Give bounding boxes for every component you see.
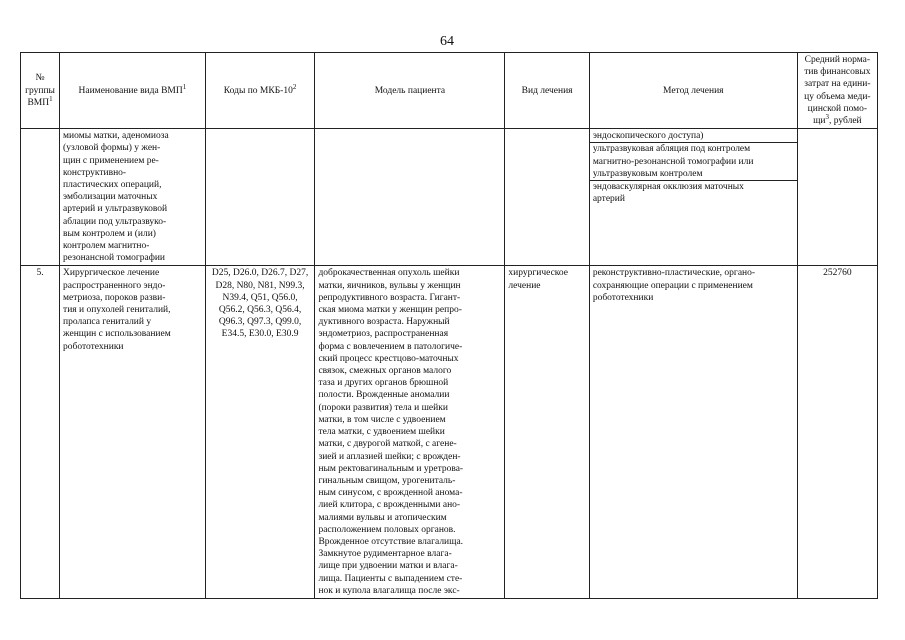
table-header-row <box>21 53 878 129</box>
row5-group-number: 5. <box>21 266 60 599</box>
header-average-cost: Средний норма- тив финансовых затрат на едини- цу объема меди- цинской помо- $щи^3$, рублей <box>797 53 877 129</box>
cont-name-cell: миомы матки, аденомиоза (узловой формы) у жен- щин с применением ре- конструктивно- пластических операций, эмболизации маточных артерий и ультразвуковой аблации под ультразвуко- вым контролем и (или) контролем магнитно- резонансной томографии <box>60 129 206 266</box>
header-patient-model: Модель пациента <box>315 53 505 129</box>
method-entry: эндоскопического доступа) <box>590 130 797 143</box>
cont-group-cell <box>21 129 60 266</box>
row5-method-cell: реконструктивно-пластические, органо- сохраняющие операции с применением робототехники <box>589 266 797 599</box>
header-treatment-type: Вид лечения <box>505 53 589 129</box>
row5-model-cell: доброкачественная опухоль шейки матки, яичников, вульвы у женщин репродуктивного возраста. Гигант- ская миома матки у женщин репро- дуктивного возраста. Наружный эндометриоз, распространенная форма с вовлечением в патологиче- ский процесс крестцово-маточных связок, смежных органов малого таза и других органов брюшной полости. Врожденные аномалии (пороки развития) тела и шейки матки, в том числе с удвоением тела матки, с удвоением шейки матки, с двурогой маткой, с агене- зией и аплазией шейки; с врожден- ным ректовагинальным и уретрова- гинальным свищом, урогениталь- ным синусом, с врожденной анома- лией клитора, с врожденными ано- малиями вульвы и атопическим расположением половых органов. Врожденное отсутствие влагалища. Замкнутое рудиментарное влага- лище при удвоении матки и влага- лища. Пациенты с выпадением сте- нок и купола влагалища после экс- <box>315 266 505 599</box>
row5-treatment-cell: хирургическое лечение <box>505 266 589 599</box>
header-treatment-method: Метод лечения <box>589 53 797 129</box>
cont-treatment-cell <box>505 129 589 266</box>
vmp-table <box>20 52 878 599</box>
header-group-number: № группы ВМП$^1$ <box>21 53 60 129</box>
row5-codes-cell: D25, D26.0, D26.7, D27, D28, N80, N81, N99.3, N39.4, Q51, Q56.0, Q56.2, Q56.3, Q56.4, Q96.3, Q97.3, Q99.0, E34.5, E30.0, E30.9 <box>205 266 315 599</box>
cont-codes-cell <box>205 129 315 266</box>
cont-cost-cell <box>797 129 877 266</box>
table-row <box>21 129 878 266</box>
table-row <box>21 266 878 599</box>
cont-model-cell <box>315 129 505 266</box>
row5-name-cell: Хирургическое лечение распространенного эндо- метриоза, пороков разви- тия и опухолей гениталий, пролапса гениталий у женщин с использованием робототехники <box>60 266 206 599</box>
method-entry: ультразвуковая абляция под контролем магнитно-резонансной томографии или ультразвуковым контролем <box>590 143 797 181</box>
method-entry: эндоваскулярная окклюзия маточных артерий <box>592 182 744 205</box>
page-number: 64 <box>440 34 454 49</box>
header-icd-codes: Коды по МКБ-$10^2$ <box>205 53 315 129</box>
row5-cost-cell: 252760 <box>797 266 877 599</box>
header-vmp-name: Наименование вида ВМП$^1$ <box>60 53 206 129</box>
cont-method-cell <box>589 129 797 266</box>
